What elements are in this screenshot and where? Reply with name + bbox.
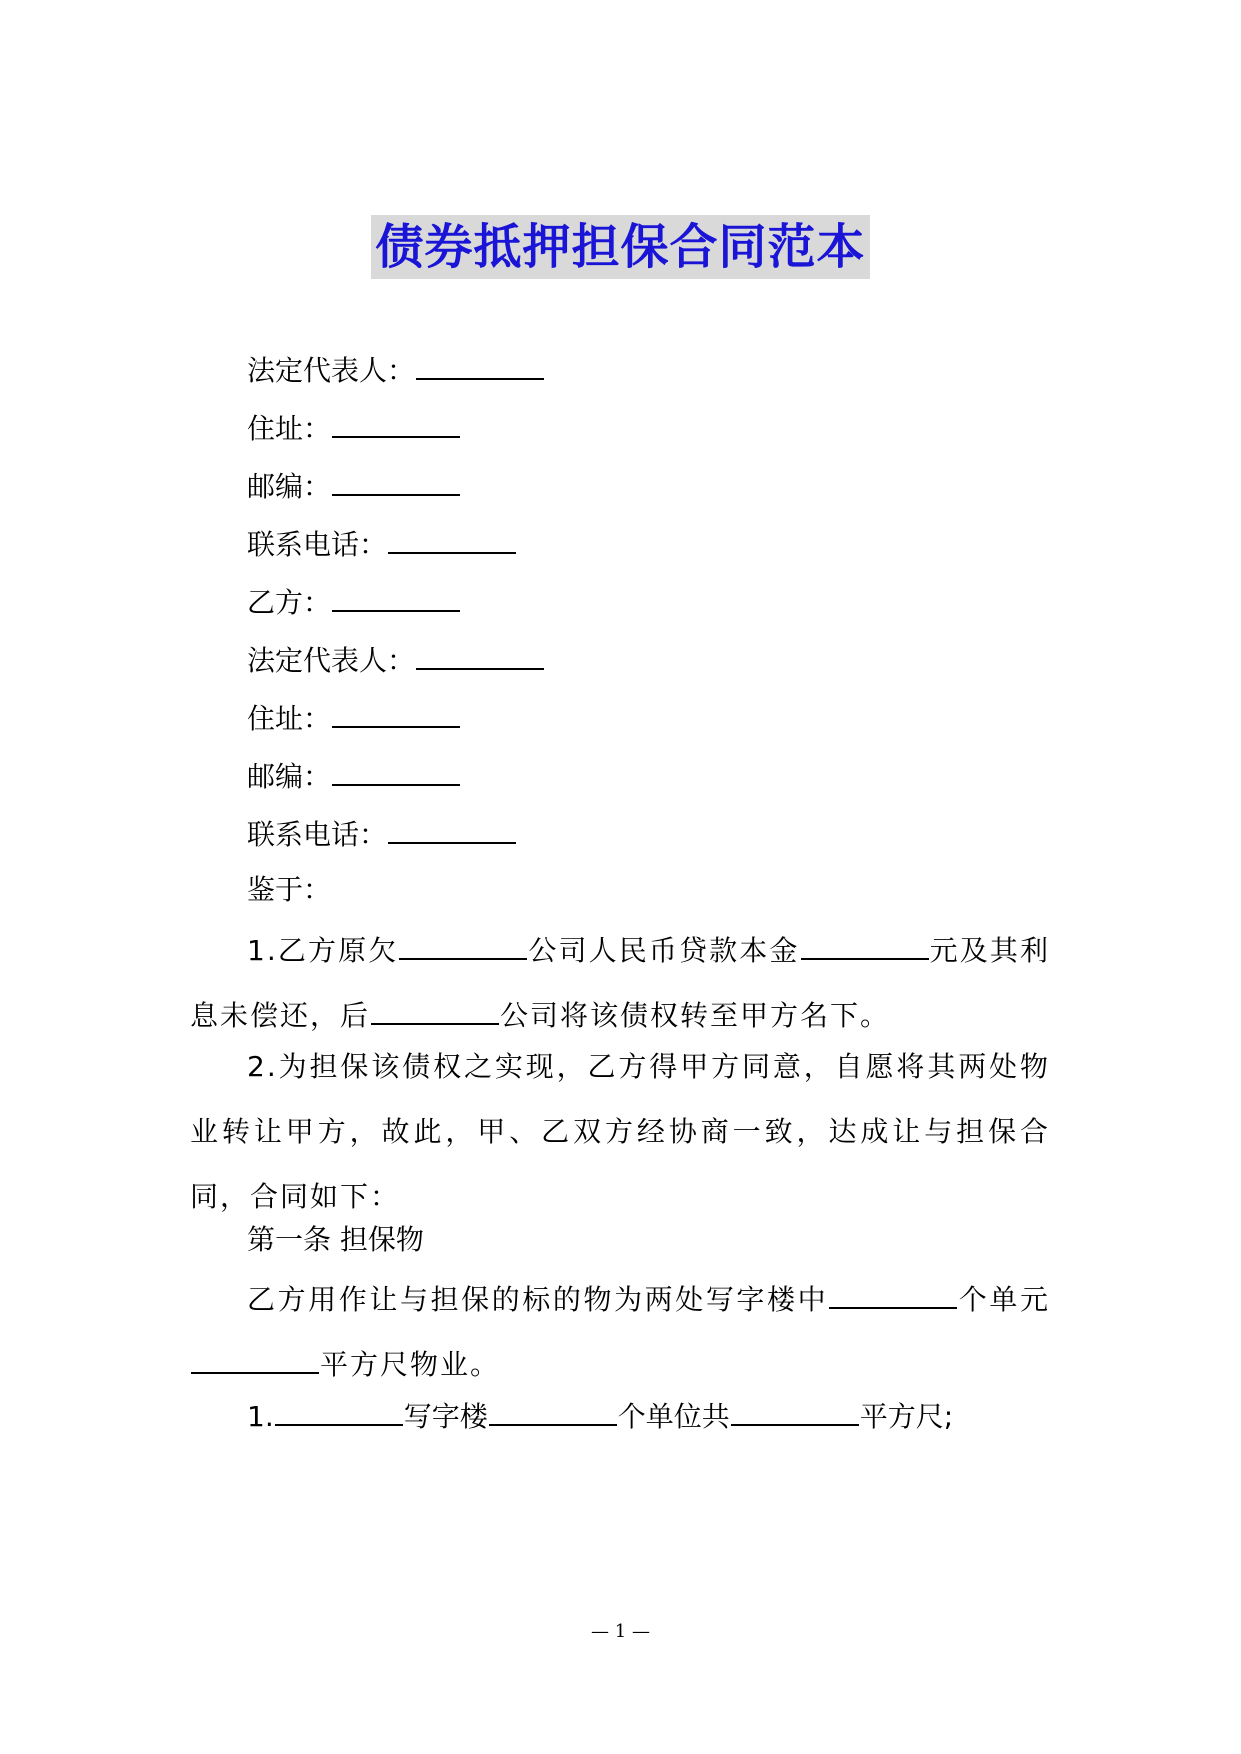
party-a-phone xyxy=(247,522,517,565)
blank-field[interactable] xyxy=(332,406,460,438)
title-container xyxy=(0,215,1241,279)
blank-field[interactable] xyxy=(332,464,460,496)
clause1-part1: 1.乙方原欠 xyxy=(247,934,399,967)
article1-text-part1: 乙方用作让与担保的标的物为两处写字楼中 xyxy=(247,1283,829,1316)
party-b-name xyxy=(247,580,461,623)
party-b-label: 乙方： xyxy=(247,586,332,619)
blank-field[interactable] xyxy=(388,812,516,844)
party-a-address xyxy=(247,406,461,449)
party-b-address xyxy=(247,696,461,739)
party-b-postcode-label: 邮编： xyxy=(247,760,332,793)
party-b-phone xyxy=(247,812,517,855)
clause1-part2: 公司人民币贷款本金 xyxy=(528,934,800,967)
blank-field[interactable] xyxy=(388,522,516,554)
item1-part1: 写字楼 xyxy=(403,1400,488,1433)
party-b-legal-rep-label: 法定代表人： xyxy=(247,644,416,677)
blank-field[interactable] xyxy=(489,1394,617,1426)
blank-field[interactable] xyxy=(332,754,460,786)
blank-field[interactable] xyxy=(399,928,527,960)
article1-text-part2: 个单元 xyxy=(958,1283,1050,1316)
clause1-part3: 元及其利息未偿还，后 xyxy=(190,934,1050,1032)
item1-part3: 平方尺; xyxy=(859,1400,954,1433)
blank-field[interactable] xyxy=(275,1394,403,1426)
article-1-heading: 第一条 担保物 xyxy=(247,1223,424,1256)
item1-part2: 个单位共 xyxy=(617,1400,730,1433)
party-a-phone-label: 联系电话： xyxy=(247,528,388,561)
party-b-postcode xyxy=(247,754,461,797)
blank-field[interactable] xyxy=(801,928,929,960)
article-1-text xyxy=(190,1267,1050,1397)
document-title: 债券抵押担保合同范本 xyxy=(371,215,869,279)
page-number: — 1 — xyxy=(591,1621,650,1642)
article-1-item-1 xyxy=(247,1394,953,1437)
blank-field[interactable] xyxy=(416,348,544,380)
article1-text-part3: 平方尺物业。 xyxy=(320,1348,501,1381)
party-a-postcode xyxy=(247,464,461,507)
blank-field[interactable] xyxy=(731,1394,859,1426)
whereas-clause-2: 2.为担保该债权之实现，乙方得甲方同意，自愿将其两处物业转让甲方，故此，甲、乙双方经协商一致，达成让与担保合同，合同如下： xyxy=(190,1050,1050,1213)
blank-field[interactable] xyxy=(371,993,499,1025)
blank-field[interactable] xyxy=(332,580,460,612)
whereas-clause-1 xyxy=(190,918,1050,1048)
item1-prefix: 1. xyxy=(247,1400,274,1433)
party-b-legal-rep xyxy=(247,638,545,681)
blank-field[interactable] xyxy=(332,696,460,728)
party-a-postcode-label: 邮编： xyxy=(247,470,332,503)
blank-field[interactable] xyxy=(829,1277,957,1309)
party-b-address-label: 住址： xyxy=(247,702,332,735)
blank-field[interactable] xyxy=(191,1342,319,1374)
clause1-part4: 公司将该债权转至甲方名下。 xyxy=(500,999,891,1032)
whereas-heading: 鉴于： xyxy=(247,873,332,906)
party-a-legal-rep xyxy=(247,348,545,391)
party-a-legal-rep-label: 法定代表人： xyxy=(247,354,416,387)
party-b-phone-label: 联系电话： xyxy=(247,818,388,851)
blank-field[interactable] xyxy=(416,638,544,670)
party-a-address-label: 住址： xyxy=(247,412,332,445)
